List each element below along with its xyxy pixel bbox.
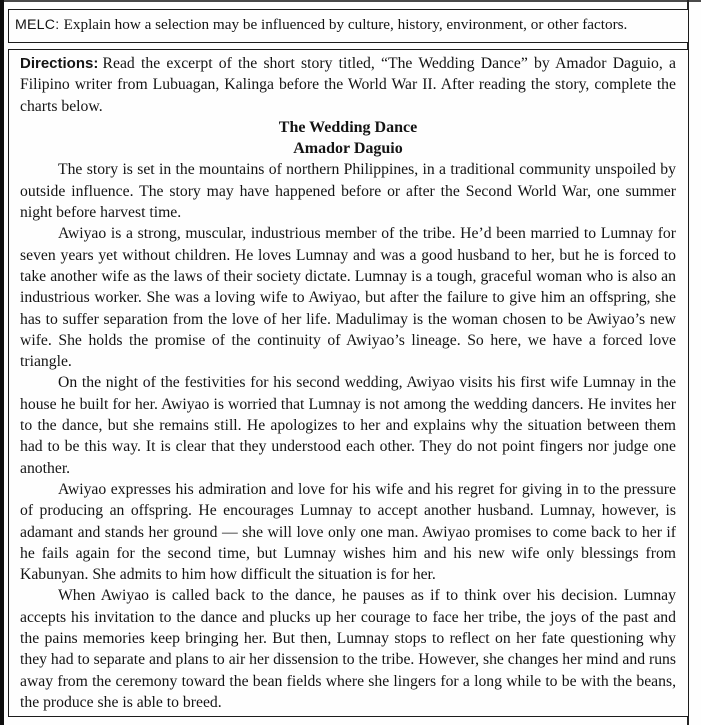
story-paragraph-wedding-night: On the night of the festivities for his second wedding, Awiyao visits his first wife Lumnay in the house he built for her. Awiyao is worried that Lumnay is not among the wedding dancers. He invites her to the dance, but she remains still. He apologizes to her and explains why the situation between them had to be this way. It is clear that they understood each other. They do not point fingers nor judge one another. <box>20 374 676 477</box>
story-paragraph-setting: The story is set in the mountains of northern Philippines, in a traditional community unspoiled by outside influence. The story may have happened before or after the Second World War, one summer night before harvest time. <box>20 161 676 222</box>
melc-box <box>8 9 689 43</box>
story-paragraph-ending: When Awiyao is called back to the dance, he pauses as if to think over his decision. Lumnay accepts his invitation to the dance and plucks up her courage to face her tribe, the joys of the past and the pains memories keep bringing her. But then, Lumnay stops to reflect on her fate questioning why they had to separate and plans to air her dissension to the tribe. However, she changes her mind and runs away from the ceremony toward the bean fields where she lingers for a long while to be with the beans, the produce she is able to breed. <box>20 587 676 711</box>
story-author: Amador Daguio <box>293 140 403 158</box>
story-box <box>8 49 689 717</box>
top-table-border <box>0 0 701 2</box>
story-title: The Wedding Dance <box>278 118 418 136</box>
melc-label: MELC: <box>15 17 60 33</box>
melc-text: Explain how a selection may be influenced by culture, history, environment, or other factors. <box>63 16 628 33</box>
directions-label: Directions: <box>20 55 99 72</box>
directions-text: Read the excerpt of the short story titled, “The Wedding Dance” by Amador Daguio, a Filipino writer from Lubuagan, Kalinga before the World War II. After reading the story, complete the charts below. <box>20 55 676 115</box>
story-paragraph-admiration: Awiyao expresses his admiration and love for his wife and his regret for giving in to the pressure of producing an offspring. He encourages Lumnay to accept another husband. Lumnay, however, is adamant and stands her ground — she will love only one man. Awiyao promises to come back to her if he fails again for the second time, but Lumnay wishes him and his new wife only blessings from Kabunyan. She admits to him how difficult the situation is for her. <box>20 480 676 584</box>
left-table-border <box>0 0 4 725</box>
story-paragraph-characters: Awiyao is a strong, muscular, industrious member of the tribe. He’d been married to Lumnay for seven years yet without children. He loves Lumnay and was a good husband to her, but he is forced to take another wife as the laws of their society dictate. Lumnay is a tough, graceful woman who is also an industrious worker. She was a loving wife to Awiyao, but after the failure to give him an offspring, she has to suffer separation from the love of her life. Madulimay is the woman chosen to be Awiyao’s new wife. She holds the promise of the continuity of Awiyao’s lineage. So here, we have a forced love triangle. <box>20 225 676 371</box>
directions-paragraph <box>20 53 676 117</box>
